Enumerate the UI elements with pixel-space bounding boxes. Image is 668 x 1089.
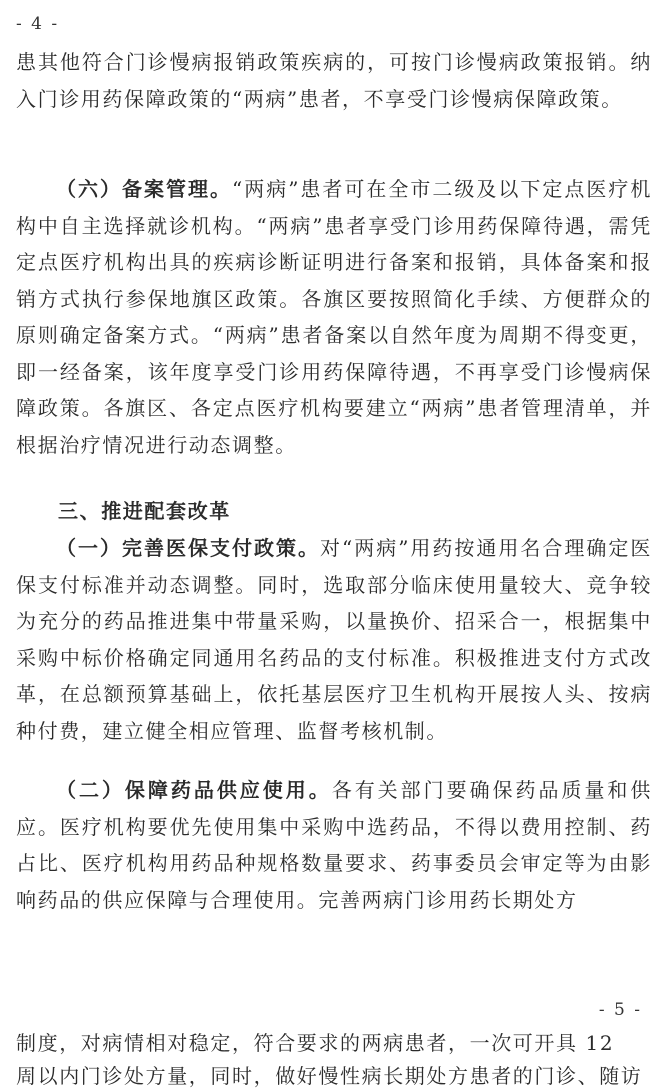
paragraph-prescription-system: 制度，对病情相对稳定，符合要求的两病患者，一次可开具 12 xyxy=(16,1031,615,1055)
cut-off-text: 周以内门诊处方量，同时，做好慢性病长期处方患者的门诊、随访 xyxy=(16,1064,643,1088)
paragraph-heading-drug-supply: （二）保障药品供应使用。 xyxy=(56,778,332,802)
paragraph-payment-policy xyxy=(16,530,652,749)
paragraph-body-drug-supply: 各有关部门要确保药品质量和供应。医疗机构要优先使用集中采购中选药品，不得以费用控制、药占比、医疗机构用药品种规格数量要求、药事委员会审定等为由影响药品的供应保障与合理使用。完善两病门诊用药长期处方 xyxy=(16,778,653,912)
paragraph-heading-payment: （一）完善医保支付政策。 xyxy=(56,536,320,560)
paragraph-outpatient-chronic: 患其他符合门诊慢病报销政策疾病的，可按门诊慢病政策报销。纳入门诊用药保障政策的“两病”患者，不享受门诊慢病保障政策。 xyxy=(16,50,652,111)
cut-off-line xyxy=(0,1064,668,1088)
paragraph-heading-registration: （六）备案管理。 xyxy=(56,177,232,201)
section-heading-supporting-reform: 三、推进配套改革 xyxy=(58,499,231,523)
paragraph-registration-management xyxy=(16,171,652,463)
page-number-top: - 4 - xyxy=(16,14,60,34)
paragraph-body-registration: “两病”患者可在全市二级及以下定点医疗机构中自主选择就诊机构。“两病”患者享受门诊用药保障待遇，需凭定点医疗机构出具的疾病诊断证明进行备案和报销，具体备案和报销方式执行参保地旗区政策。各旗区要按照简化手续、方便群众的原则确定备案方式。“两病”患者备案以自然年度为周期不得变更，即一经备案，该年度享受门诊用药保障待遇，不再享受门诊慢病保障政策。各旗区、各定点医疗机构要建立“两病”患者管理清单，并根据治疗情况进行动态调整。 xyxy=(16,177,652,457)
paragraph-body-payment: 对“两病”用药按通用名合理确定医保支付标准并动态调整。同时，选取部分临床使用量较大、竞争较为充分的药品推进集中带量采购，以量换价、招采合一，根据集中采购中标价格确定同通用名药品的支付标准。积极推进支付方式改革，在总额预算基础上，依托基层医疗卫生机构开展按人头、按病种付费，建立健全相应管理、监督考核机制。 xyxy=(16,536,652,743)
page-number-bottom: - 5 - xyxy=(598,1000,642,1020)
paragraph-drug-supply xyxy=(16,772,652,918)
